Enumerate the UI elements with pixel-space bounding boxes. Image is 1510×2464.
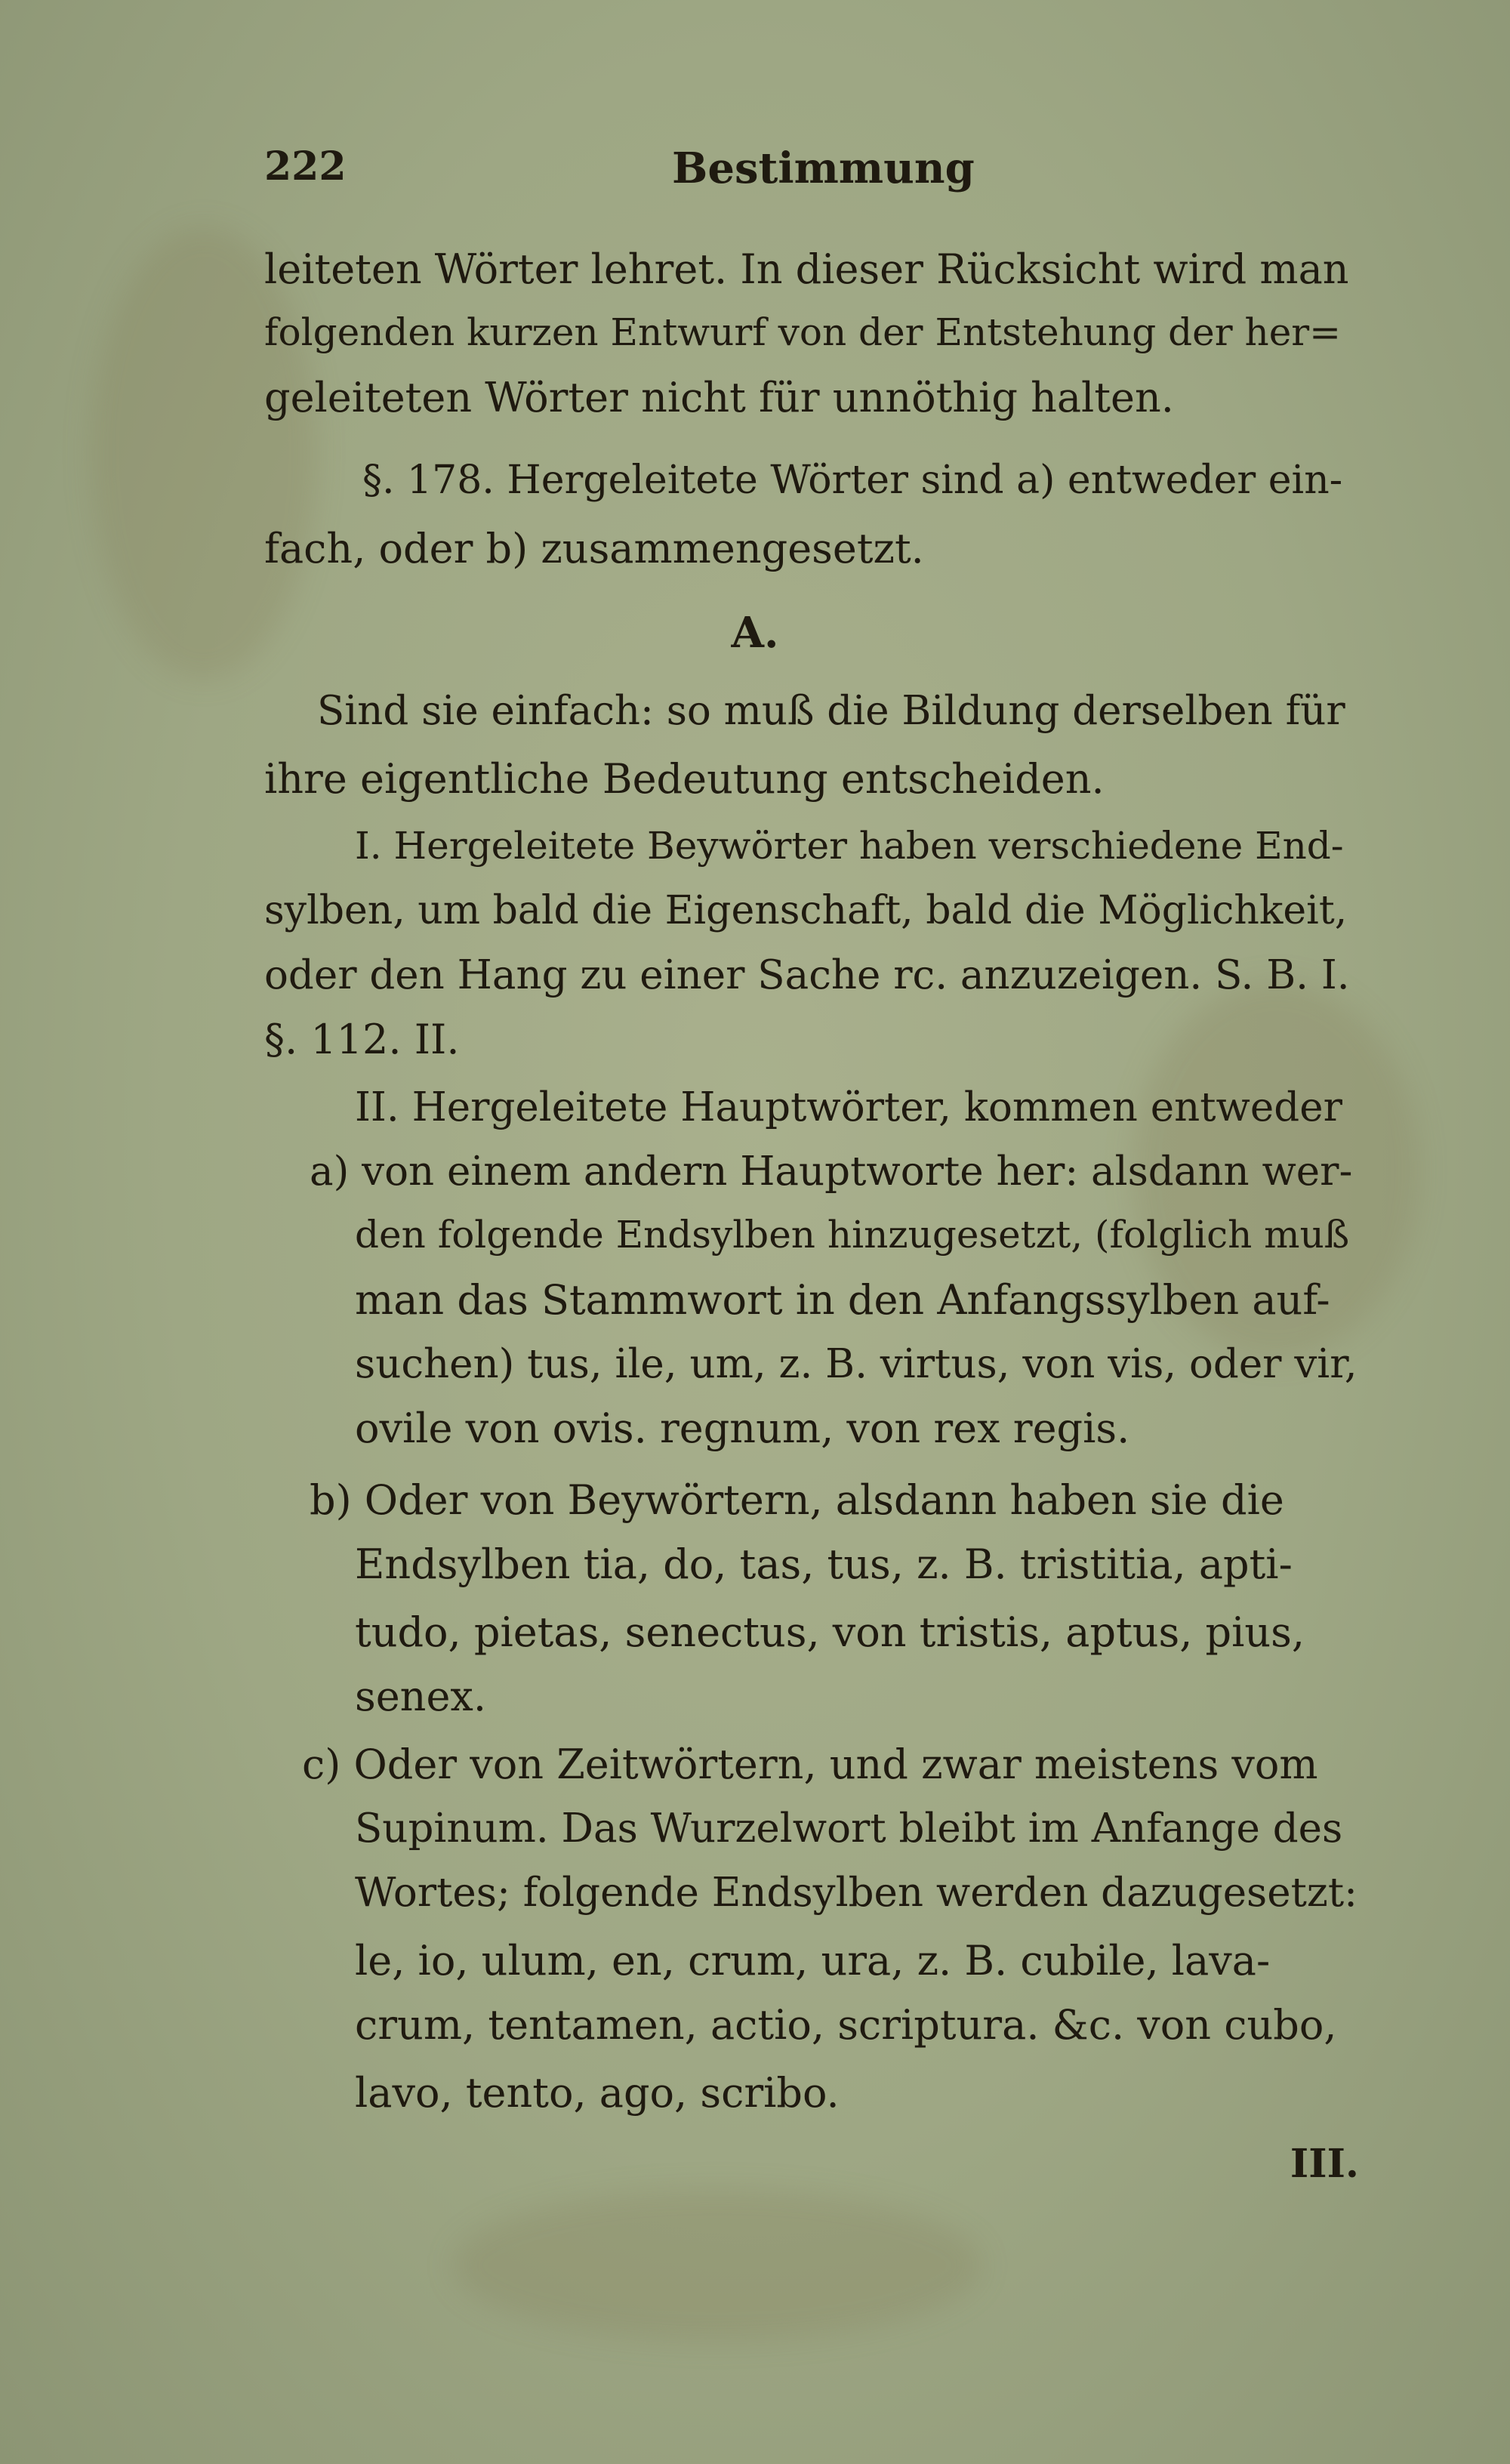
text-line: Supinum. Das Wurzelwort bleibt im Anfange des (355, 1806, 1343, 1852)
text-line: fach, oder b) zusammengesetzt. (264, 525, 924, 572)
page-header (264, 143, 1329, 196)
text-line: §. 178. Hergeleitete Wörter sind a) entweder ein- (362, 458, 1343, 503)
text-line: a) von einem andern Hauptworte her: alsdann wer- (310, 1149, 1353, 1195)
text-line: man das Stammwort in den Anfangssylben auf- (355, 1276, 1330, 1324)
section-letter: A. (731, 608, 779, 658)
text-line: oder den Hang zu einer Sache rc. anzuzeigen. S. B. I. (264, 952, 1350, 998)
text-line: I. Hergeleitete Beywörter haben verschiedene End- (355, 824, 1344, 868)
text-line: leiteten Wörter lehret. In dieser Rücksicht wird man (264, 245, 1349, 293)
text-line: senex. (355, 1673, 487, 1720)
text-line: b) Oder von Beywörtern, alsdann haben sie die (310, 1476, 1284, 1524)
text-line: suchen) tus, ile, um, z. B. virtus, von vis, oder vir, (355, 1341, 1357, 1387)
running-head: Bestimmung (672, 143, 975, 193)
text-line: le, io, ulum, en, crum, ura, z. B. cubile, lava- (355, 1937, 1271, 1984)
page-number: 222 (264, 143, 347, 190)
text-line: ihre eigentliche Bedeutung entscheiden. (264, 755, 1105, 803)
text-line: ovile von ovis. regnum, von rex regis. (355, 1405, 1130, 1452)
text-line: c) Oder von Zeitwörtern, und zwar meistens vom (302, 1741, 1318, 1788)
text-line: folgenden kurzen Entwurf von der Entstehung der her= (264, 310, 1342, 354)
text-line: Endsylben tia, do, tas, tus, z. B. tristitia, apti- (355, 1540, 1293, 1588)
text-line: sylben, um bald die Eigenschaft, bald die Möglichkeit, (264, 888, 1348, 933)
text-line: den folgende Endsylben hinzugesetzt, (folglich muß (355, 1213, 1350, 1257)
text-line: II. Hergeleitete Hauptwörter, kommen entweder (355, 1084, 1342, 1130)
text-line: §. 112. II. (264, 1016, 460, 1063)
catchword: III. (1290, 2141, 1359, 2187)
text-line: tudo, pietas, senectus, von tristis, aptus, pius, (355, 1608, 1305, 1656)
text-line: Wortes; folgende Endsylben werden dazugesetzt: (355, 1870, 1358, 1916)
text-line: Sind sie einfach: so muß die Bildung derselben für (317, 688, 1345, 734)
text-line: lavo, tento, ago, scribo. (355, 2069, 840, 2117)
paper-stain (453, 2190, 982, 2341)
text-line: geleiteten Wörter nicht für unnöthig halten. (264, 374, 1174, 421)
text-line: crum, tentamen, actio, scriptura. &c. von cubo, (355, 2001, 1337, 2049)
